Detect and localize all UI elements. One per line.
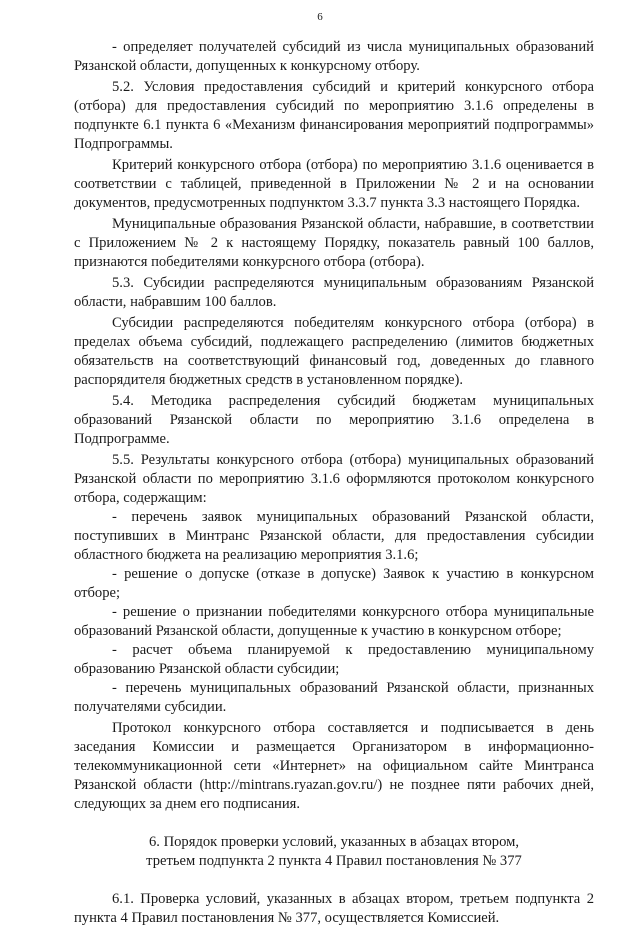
paragraph-6-1: 6.1. Проверка условий, указанных в абзацах втором, третьем подпункта 2 пункта 4 Правил постановления № 377, осуществляется Комиссией.	[74, 891, 594, 926]
section-6-heading-line1: 6. Порядок проверки условий, указанных в абзацах втором,	[149, 834, 519, 850]
list-item-applications: - перечень заявок муниципальных образований Рязанской области, поступивших в Минтранс Рязанской области, для предоставления субсидии областного бюджета на реализацию мероприятия 3.1.6;	[74, 509, 594, 563]
page-number: 6	[317, 11, 323, 23]
list-item-admission: - решение о допуске (отказе в допуске) Заявок к участию в конкурсном отборе;	[74, 566, 594, 601]
section-6-heading	[74, 833, 594, 871]
list-item-winners-decision: - решение о признании победителями конкурсного отбора муниципальные образований Рязанской области, допущенные к участию в конкурсном отборе;	[74, 604, 594, 639]
paragraph-5-3: 5.3. Субсидии распределяются муниципальным образованиям Рязанской области, набравшим 100 баллов.	[74, 275, 594, 310]
paragraph-criterion: Критерий конкурсного отбора (отбора) по мероприятию 3.1.6 оценивается в соответствии с таблицей, приведенной в Приложении № 2 и на основании документов, предусмотренных подпунктом 3.3.7 пункта 3.3 настоящего Порядка.	[74, 157, 594, 211]
list-item-recipients: - перечень муниципальных образований Рязанской области, признанных получателями субсидии.	[74, 680, 594, 715]
paragraph-distribution: Субсидии распределяются победителям конкурсного отбора (отбора) в пределах объема субсидий, подлежащего распределению (лимитов бюджетных обязательств на соответствующий финансовый год, доведенных до главного распорядителя бюджетных средств в установленном порядке).	[74, 315, 594, 388]
paragraph-5-4: 5.4. Методика распределения субсидий бюджетам муниципальных образований Рязанской области по мероприятию 3.1.6 определена в Подпрограмме.	[74, 393, 594, 447]
list-item-subsidy-calculation: - расчет объема планируемой к предоставлению муниципальному образованию Рязанской области субсидии;	[74, 642, 594, 677]
paragraph-bullet-determines-recipients: - определяет получателей субсидий из числа муниципальных образований Рязанской области, допущенных к конкурсному отбору.	[74, 39, 594, 74]
paragraph-5-2: 5.2. Условия предоставления субсидий и критерий конкурсного отбора (отбора) для предоставления субсидий по мероприятию 3.1.6 определены в подпункте 6.1 пункта 6 «Механизм финансирования мероприятий подпрограммы» Подпрограммы.	[74, 79, 594, 152]
paragraph-winners: Муниципальные образования Рязанской области, набравшие, в соответствии с Приложением № 2 к настоящему Порядку, показатель равный 100 баллов, признаются победителями конкурсного отбора (отбора).	[74, 216, 594, 270]
paragraph-5-5: 5.5. Результаты конкурсного отбора (отбора) муниципальных образований Рязанской области по мероприятию 3.1.6 оформляются протоколом конкурсного отбора, содержащим:	[74, 452, 594, 506]
document-body	[74, 38, 594, 928]
paragraph-protocol: Протокол конкурсного отбора составляется и подписывается в день заседания Комиссии и размещается Организатором в информационно-телекоммуникационной сети «Интернет» на официальном сайте Минтранса Рязанской области (http://mintrans.ryazan.gov.ru/) не позднее пяти рабочих дней, следующих за днем его подписания.	[74, 720, 594, 812]
section-6-heading-line2: третьем подпункта 2 пункта 4 Правил постановления № 377	[146, 853, 522, 869]
